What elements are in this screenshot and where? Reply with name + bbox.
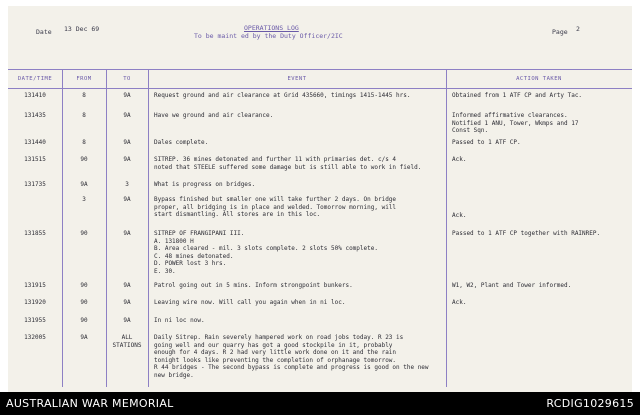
entry-from: 3 xyxy=(82,196,86,203)
entry-to: 9A xyxy=(123,317,131,324)
entry-from: 90 xyxy=(80,156,88,163)
entry-action-line: W1, W2, Plant and Tower informed. xyxy=(452,282,572,289)
entry-from: 9A xyxy=(80,334,88,341)
entry-to: 9A xyxy=(123,196,131,203)
entry-event-line: tonight looks like preventing the completion of orphanage tomorrow. xyxy=(154,356,397,364)
entry-dtg: 131735 xyxy=(24,181,46,188)
entry-event-line: D. POWER lost 3 hrs. xyxy=(154,260,227,268)
entry-dtg: 131440 xyxy=(24,139,46,146)
entry-to: 9A xyxy=(123,156,131,163)
entry-from: 90 xyxy=(80,282,88,289)
entry-action-line: Informed affirmative clearances. xyxy=(452,112,568,119)
page-number: 2 xyxy=(576,25,580,33)
entry-dtg: 131955 xyxy=(24,317,46,324)
entry-action-line: Passed to 1 ATF CP. xyxy=(452,139,521,146)
column-header-event: EVENT xyxy=(287,76,307,82)
column-header-to: TO xyxy=(123,76,131,82)
entry-event-line: What is progress on bridges. xyxy=(154,181,256,188)
entry-dtg: 131515 xyxy=(24,156,46,163)
column-header-from: FROM xyxy=(76,76,92,82)
entry-action-line: Obtained from 1 ATF CP and Arty Tac. xyxy=(452,92,583,99)
entry-event-line: Bypass finished but smaller one will take further 2 days. On bridge xyxy=(154,196,397,203)
entry-event-line: E. 30. xyxy=(154,268,176,275)
date-label: Date xyxy=(36,28,52,36)
entry-event-line: In ni loc now. xyxy=(154,317,205,324)
log-title: OPERATIONS LOG xyxy=(244,24,299,32)
entry-event-line: noted that STEELE suffered some damage but is still able to work in field. xyxy=(154,163,422,171)
entry-action-line: Ack. xyxy=(452,299,467,306)
entry-dtg: 131435 xyxy=(24,112,46,119)
entry-from: 8 xyxy=(82,112,86,119)
column-divider xyxy=(106,69,107,387)
entry-from: 90 xyxy=(80,317,88,324)
entry-action-line: Ack. xyxy=(452,156,467,163)
column-divider xyxy=(446,69,447,387)
entry-to: 9A xyxy=(123,92,131,99)
entry-action-line: Ack. xyxy=(452,212,467,219)
entry-event-line: R 44 bridges - The second bypass is complete and progress is good on the new xyxy=(154,364,429,372)
entry-action-line: Passed to 1 ATF CP together with RAINREP. xyxy=(452,230,601,237)
entry-dtg: 131915 xyxy=(24,282,46,289)
entry-from: 8 xyxy=(82,139,86,146)
entry-event-line: SITREP OF FRANGIPANI III. xyxy=(154,230,245,237)
entry-to: 3 xyxy=(125,181,129,188)
column-divider xyxy=(62,69,63,387)
entry-from: 8 xyxy=(82,92,86,99)
log-subtitle: To be maint ed by the Duty Officer/2IC xyxy=(194,32,343,40)
entry-to: 9A xyxy=(123,139,131,146)
entry-to: ALL STATIONS xyxy=(112,334,142,349)
entry-event-line: SITREP. 36 mines detonated and further 11 with primaries det. c/s 4 xyxy=(154,156,397,163)
entry-event-line: Request ground and air clearance at Grid 435660, timings 1415-1445 hrs. xyxy=(154,92,411,99)
entry-dtg: 131920 xyxy=(24,299,46,306)
entry-from: 9A xyxy=(80,181,88,188)
entry-dtg: 131855 xyxy=(24,230,46,237)
entry-event-line: Daily Sitrep. Rain severely hampered work on road jobs today. R 23 is xyxy=(154,334,404,341)
entry-event-line: B. Area cleared - mil. 3 slots complete. 2 slots 50% complete. xyxy=(154,245,378,253)
log-sheet xyxy=(8,6,632,392)
entry-action-line: Const Sqn. xyxy=(452,127,489,135)
entry-to: 9A xyxy=(123,299,131,306)
column-divider xyxy=(148,69,149,387)
entry-event-line: proper, all bridging is in place and welded. Tomorrow morning, will xyxy=(154,203,397,211)
entry-event-line: Patrol going out in 5 mins. Inform strongpoint bunkers. xyxy=(154,282,353,289)
entry-event-line: Leaving wire now. Will call you again when in ni loc. xyxy=(154,299,346,306)
entry-action-line: Notified 1 ANU, Tower, Wkmps and 17 xyxy=(452,119,579,127)
entry-event-line: going well and our quarry has got a good stockpile in it, probably xyxy=(154,341,393,349)
entry-event-line: new bridge. xyxy=(154,372,194,379)
entry-event-line: start dismantling. All stores are in this loc. xyxy=(154,211,321,219)
page-label: Page xyxy=(552,28,568,36)
entry-from: 90 xyxy=(80,299,88,306)
entry-event-line: C. 48 mines detonated. xyxy=(154,252,234,260)
entry-to: 9A xyxy=(123,282,131,289)
entry-dtg: 131410 xyxy=(24,92,46,99)
entry-dtg: 132005 xyxy=(24,334,46,341)
footer-reference: RCDIG1029615 xyxy=(546,397,634,410)
entry-event-line: A. 131800 H xyxy=(154,237,194,245)
entry-event-line: Dales complete. xyxy=(154,139,209,146)
entry-event-line: Have we ground and air clearance. xyxy=(154,112,274,119)
entry-to: 9A xyxy=(123,230,131,237)
header-bottom-rule xyxy=(8,88,632,89)
column-header-action: ACTION TAKEN xyxy=(516,76,562,82)
date-value: 13 Dec 69 xyxy=(64,25,100,33)
entry-from: 90 xyxy=(80,230,88,237)
entry-event-line: enough for 4 days. R 2 had very little work done on it and the rain xyxy=(154,349,397,357)
archive-footer xyxy=(0,392,640,415)
footer-institution: AUSTRALIAN WAR MEMORIAL xyxy=(6,397,174,410)
entry-to: 9A xyxy=(123,112,131,119)
column-header-dtg: DATE/TIME xyxy=(17,76,53,82)
